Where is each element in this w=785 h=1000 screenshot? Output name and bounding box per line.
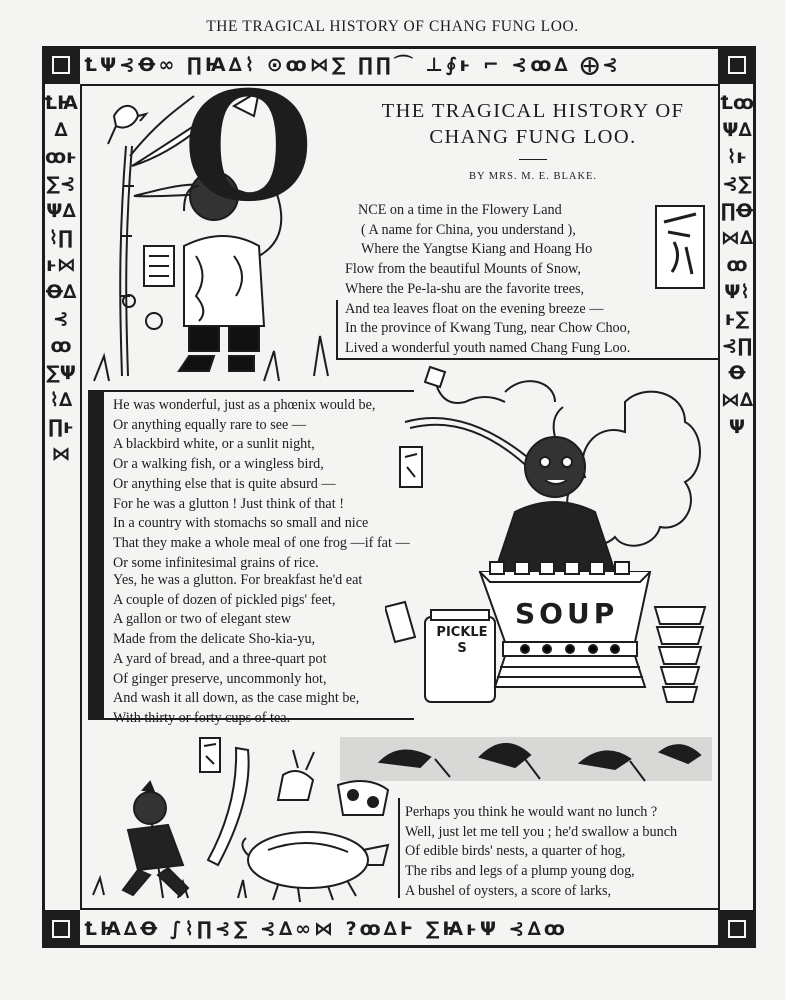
verse-line: A couple of dozen of pickled pigs' feet, [113, 591, 336, 608]
hanging-scroll-icon [652, 202, 708, 292]
corner-ornament-top-right [718, 46, 756, 84]
soup-bowl-label: SOUP [515, 597, 619, 630]
verse-line: Or some infinitesimal grains of rice. [113, 554, 319, 571]
verse-line: Or anything equally rare to see — [113, 416, 307, 433]
verse-line: Flow from the beautiful Mounts of Snow, [345, 261, 581, 278]
verse-line: A blackbird white, or a sunlit night, [113, 436, 315, 453]
stanza-1-rule-side [336, 300, 338, 360]
drop-cap-letter: O [183, 59, 314, 235]
pickles-jar-label: PICKLES [436, 625, 488, 656]
verse-line: Well, just let me tell you ; he'd swallow a bunch [405, 823, 678, 840]
verse-line: And tea leaves float on the evening breeze — [345, 300, 604, 317]
verse-line: A yard of bread, and a three-quart pot [113, 650, 327, 667]
verse-line: A bushel of oysters, a score of larks, [405, 882, 612, 899]
stanza-1 [345, 201, 675, 359]
verse-line: The ribs and legs of a plump young dog, [405, 863, 635, 880]
corner-ornament-bottom-right [718, 910, 756, 948]
running-head: THE TRAGICAL HISTORY OF CHANG FUNG LOO. [206, 18, 579, 35]
verse-line: Made from the delicate Sho-kia-yu, [113, 631, 316, 648]
illustration-boy-chasing-pig [88, 720, 398, 905]
stanza-1-rule [336, 358, 720, 360]
verse-line: With thirty or forty cups of tea. [113, 709, 291, 726]
corner-ornament-top-left [42, 46, 80, 84]
verse-line: Yes, he was a glutton. For breakfast he'd eat [113, 572, 363, 588]
border-glyphs-left: ꝈꙖ∆ꝏⱶ∑⊰Ψ∆⌇∏ⱶ⋈Ꝋ∆⊰ꝏ∑Ψ⌇∆∏ⱶ⋈ [44, 92, 78, 465]
title-divider [519, 159, 547, 160]
verse-line: ( A name for China, you understand ), [361, 221, 576, 238]
poem-byline: BY MRS. M. E. BLAKE. [468, 171, 598, 182]
border-glyphs-top: ꝈΨ⊰Ꝋ∞ ∏Ꙗ∆⌇ ⊙ꝏ⋈∑ ∏∏⌒ ⊥∮ⱶ ⌐ ⊰ꝏ∆ ⨁⊰ [84, 54, 622, 76]
border-glyphs-right: ꝈꝏΨ∆⌇ⱶ⊰∑∏Ꝋ⋈∆ꝏΨ⌇ⱶ∑⊰∏Ꝋ⋈∆Ψ [720, 92, 754, 438]
verse-line: Where the Yangtse Kiang and Hoang Ho [361, 241, 593, 258]
corner-ornament-bottom-left [42, 910, 80, 948]
verse-line: In a country with stomachs so small and nice [113, 515, 369, 532]
verse-line: Where the Pe-la-shu are the favorite trees, [345, 280, 585, 297]
verse-line: Lived a wonderful youth named Chang Fung Loo. [345, 339, 631, 356]
poem-title [358, 98, 708, 150]
verse-line: Of ginger preserve, uncommonly hot, [113, 670, 327, 687]
panel-left-bar [88, 390, 104, 720]
stanza-4-rule [398, 798, 400, 898]
poem-title-line-2: CHANG FUNG LOO. [429, 126, 637, 148]
verse-line: NCE on a time in the Flowery Land [358, 202, 562, 218]
verse-line: Or anything else that is quite absurd — [113, 475, 336, 492]
verse-line: He was wonderful, just as a phœnix would be, [113, 397, 376, 413]
border-glyphs-bottom: ꝈꙖ∆Ꝋ ∫⌇∏⊰∑ ⊰∆∞⋈ ?ꝏ∆Ⱶ ∑ꙖⱶΨ ⊰∆ꝏ [84, 918, 568, 940]
verse-line: That they make a whole meal of one frog —if fat — [113, 534, 410, 551]
verse-line: Perhaps you think he would want no lunch ? [405, 804, 658, 820]
verse-line: Or a walking fish, or a wingless bird, [113, 456, 324, 473]
verse-line: And wash it all down, as the case might be, [113, 690, 360, 707]
verse-line: A gallon or two of elegant stew [113, 611, 292, 628]
poem-title-line-1: THE TRAGICAL HISTORY OF [381, 100, 685, 122]
panel-top-rule [104, 390, 414, 392]
verse-line: For he was a glutton ! Just think of that ! [113, 495, 344, 512]
verse-line: In the province of Kwang Tung, near Chow Choo, [345, 320, 631, 337]
stanza-4 [405, 803, 715, 902]
verse-line: Of edible birds' nests, a quarter of hog, [405, 843, 626, 860]
